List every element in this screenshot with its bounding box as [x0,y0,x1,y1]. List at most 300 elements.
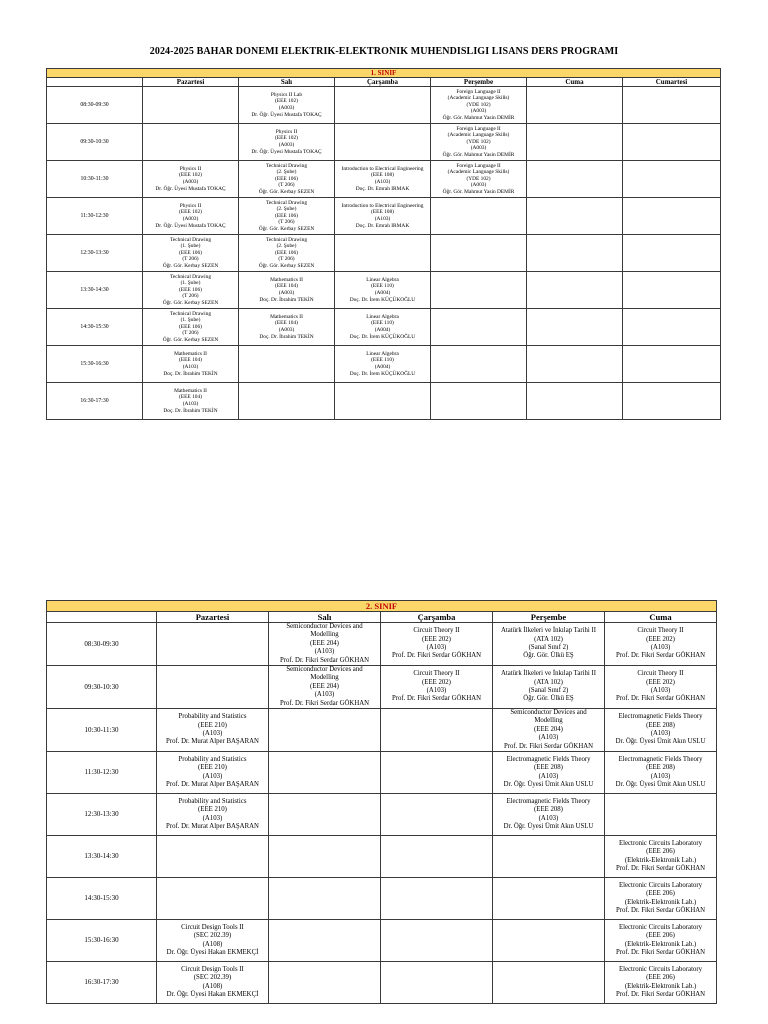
course-cell [431,161,527,198]
course-line: (A103) [650,687,671,695]
day-header: Cumartesi [623,78,721,87]
course-cell [157,709,269,752]
empty-cell [381,962,493,1004]
course-line: Linear Algebra [366,276,399,283]
time-slot: 10:30-11:30 [47,709,157,752]
course-line: (A003) [470,108,487,115]
course-line: Dr. Öğr. Üyesi Mustafa TOKAÇ [155,222,226,229]
course-line: (Academic Language Skills) [447,132,510,139]
time-slot: 11:30-12:30 [47,198,143,235]
course-line: Doç. Dr. İrem KÜÇÜKOĞLU [349,333,416,340]
course-line: (EEE 106) [179,323,202,330]
course-cell [239,161,335,198]
course-line: (EEE 204) [534,725,563,733]
course-cell [381,623,493,666]
course-line: (T 206) [278,256,295,263]
course-line: (EEE 104) [275,283,298,290]
course-line: (SEC 202.39) [193,932,232,940]
course-line: Circuit Theory II [413,670,460,678]
course-cell [605,836,717,878]
empty-cell [623,383,721,420]
course-line: (EEE 102) [275,135,298,142]
course-line: Doç. Dr. İbrahim TEKİN [259,296,314,303]
time-slot-row [47,962,717,1004]
course-cell [239,124,335,161]
day-header: Çarşamba [335,78,431,87]
time-slot: 13:30-14:30 [47,836,157,878]
empty-cell [335,87,431,124]
empty-cell [527,87,623,124]
course-line: Dr. Öğr. Üyesi Ümit Akın USLU [615,738,706,746]
time-slot: 15:30-16:30 [47,346,143,383]
course-cell [157,920,269,962]
course-line: Electronic Circuits Laboratory [618,881,703,889]
time-slot-row [47,87,721,124]
empty-cell [381,836,493,878]
time-slot-row [47,383,721,420]
time-slot: 08:30-09:30 [47,87,143,124]
course-line: Electromagnetic Fields Theory [618,713,703,721]
empty-cell [381,794,493,836]
course-line: (EEE 206) [646,932,675,940]
course-line: Öğr. Gör. Ülkü EŞ [523,652,574,660]
course-cell [143,309,239,346]
course-cell [431,87,527,124]
empty-cell [623,346,721,383]
course-line: (Academic Language Skills) [447,169,510,176]
empty-cell [623,198,721,235]
empty-cell [431,235,527,272]
course-line: (A103) [202,814,223,822]
course-line: Doç. Dr. İbrahim TEKİN [163,407,218,414]
course-cell [605,709,717,752]
day-header: Cuma [605,612,717,623]
course-cell [143,383,239,420]
empty-cell [157,623,269,666]
empty-cell [527,383,623,420]
course-line: (EEE 210) [198,806,227,814]
empty-cell [493,878,605,920]
course-cell [605,623,717,666]
course-line: (EEE 208) [646,764,675,772]
empty-cell [431,198,527,235]
course-line: Prof. Dr. Fikri Serdar GÖKHAN [279,699,370,707]
course-line: Foreign Language II [456,162,501,169]
day-header: Pazartesi [143,78,239,87]
course-line: (EEE 204) [310,639,339,647]
course-line: (A003) [470,145,487,152]
time-slot-row [47,878,717,920]
course-cell [239,198,335,235]
course-line: Technical Drawing [265,199,308,206]
course-line: Dr. Öğr. Üyesi Ümit Akın USLU [503,781,594,788]
course-line: Prof. Dr. Fikri Serdar GÖKHAN [615,949,706,956]
course-line: Physics II [179,165,202,172]
course-line: (Sanal Sınıf 2) [528,687,569,695]
course-line: Öğr. Gör. Kerbay SEZEN [162,262,219,269]
course-line: Probability and Statistics [178,797,247,805]
empty-cell [157,836,269,878]
time-slot-row [47,623,717,666]
empty-cell [623,272,721,309]
time-slot-row [47,836,717,878]
course-line: (A103) [314,648,335,656]
course-line: Prof. Dr. Fikri Serdar GÖKHAN [615,991,706,998]
empty-cell [623,124,721,161]
course-line: (EEE 202) [422,635,451,643]
day-header: Çarşamba [381,612,493,623]
course-cell [269,666,381,709]
course-line: (EEE 202) [422,678,451,686]
empty-cell [157,666,269,709]
course-line: Prof. Dr. Murat Alper BAŞARAN [166,738,259,746]
course-line: Technical Drawing [169,236,212,243]
time-header-cell [47,78,143,87]
course-line: (A103) [538,734,559,742]
course-cell [269,623,381,666]
course-line: Atatürk İlkeleri ve İnkılap Tarihi II [500,627,597,635]
course-line: Doç. Dr. İbrahim TEKİN [163,370,218,377]
empty-cell [431,272,527,309]
course-line: (A003) [278,105,295,111]
course-cell [493,709,605,752]
course-line: Prof. Dr. Fikri Serdar GÖKHAN [615,865,706,872]
course-line: (A103) [202,772,223,780]
empty-cell [239,346,335,383]
course-cell [143,235,239,272]
course-cell [493,752,605,794]
course-line: Prof. Dr. Fikri Serdar GÖKHAN [391,695,482,703]
year-label: 2. SINIF [365,601,398,611]
empty-cell [335,124,431,161]
course-line: (A103) [374,216,391,222]
empty-cell [527,235,623,272]
course-line: Öğr. Gör. Kerbay SEZEN [258,225,315,232]
course-line: (EEE 208) [534,806,563,814]
course-line: Foreign Language II [456,125,501,132]
course-line: Semiconductor Devices and [286,623,363,630]
course-line: (EEE 106) [275,212,298,219]
empty-cell [335,383,431,420]
course-line: (EEE 202) [646,635,675,643]
course-line: (EEE 208) [534,764,563,772]
course-line: (A103) [650,772,671,780]
course-line: Modelling [310,631,339,639]
course-line: Öğr. Gör. Kerbay SEZEN [162,299,219,306]
empty-cell [269,794,381,836]
course-line: (EEE 102) [179,172,202,179]
course-line: (A003) [278,142,295,148]
course-line: (EEE 106) [275,175,298,182]
course-line: Introduction to Electrical Engineering [341,202,424,209]
document-title: 2024-2025 BAHAR DONEMI ELEKTRIK-ELEKTRONIK MUHENDISLIGI LISANS DERS PROGRAMI [149,46,619,57]
course-line: (Elektrik-Elektronik Lab.) [624,982,697,990]
day-header: Cuma [527,78,623,87]
course-line: (EEE 210) [198,764,227,772]
course-cell [605,920,717,962]
course-cell [493,623,605,666]
course-line: Physics II Lab [270,91,303,98]
course-line: (A003) [278,327,295,333]
course-cell [605,878,717,920]
time-slot-row [47,346,721,383]
course-line: (A003) [182,216,199,222]
time-slot: 12:30-13:30 [47,794,157,836]
time-slot: 14:30-15:30 [47,878,157,920]
empty-cell [381,878,493,920]
course-line: Modelling [534,717,563,725]
course-line: (EEE 206) [646,848,675,856]
day-header-row [47,78,721,87]
course-line: (YDE 102) [466,175,491,182]
year-label-cell [47,69,721,78]
course-line: Dr. Öğr. Üyesi Ümit Akın USLU [503,823,594,830]
course-line: Öğr. Gör. Mahmut Yasin DEMİR [442,188,515,195]
time-header-cell [47,612,157,623]
course-line: Prof. Dr. Fikri Serdar GÖKHAN [615,907,706,914]
course-cell [143,198,239,235]
course-line: Dr. Öğr. Üyesi Ümit Akın USLU [615,781,706,788]
course-line: Doç. Dr. İrem KÜÇÜKOĞLU [349,296,416,303]
day-header: Salı [269,612,381,623]
course-line: Prof. Dr. Fikri Serdar GÖKHAN [615,652,706,660]
empty-cell [527,161,623,198]
course-line: (EEE 202) [646,678,675,686]
course-line: (EEE 210) [198,721,227,729]
empty-cell [493,836,605,878]
course-line: (1. Şube) [180,243,201,250]
empty-cell [335,235,431,272]
course-line: Technical Drawing [169,273,212,280]
course-line: (A103) [182,401,199,407]
course-line: Electromagnetic Fields Theory [506,797,591,805]
empty-cell [269,878,381,920]
time-slot: 15:30-16:30 [47,920,157,962]
empty-cell [269,920,381,962]
time-slot: 09:30-10:30 [47,124,143,161]
empty-cell [157,878,269,920]
course-line: Electronic Circuits Laboratory [618,839,703,847]
course-line: (EEE 106) [179,286,202,293]
course-line: Mathematics II [270,276,303,283]
course-line: Linear Algebra [366,350,399,357]
course-line: Dr. Öğr. Üyesi Mustafa TOKAÇ [155,185,226,192]
course-line: Semiconductor Devices and [510,709,587,717]
course-cell [157,962,269,1004]
course-line: (EEE 206) [646,974,675,982]
course-cell [143,346,239,383]
course-line: (EEE 110) [371,357,394,364]
course-line: Doç. Dr. Emrah IRMAK [355,185,410,192]
empty-cell [527,198,623,235]
course-line: (A003) [182,179,199,185]
empty-cell [527,124,623,161]
course-line: (SEC 202.39) [193,974,232,982]
empty-cell [143,124,239,161]
course-cell [431,124,527,161]
course-line: Linear Algebra [366,313,399,320]
course-line: Technical Drawing [265,236,308,243]
course-line: Öğr. Gör. Ülkü EŞ [523,695,574,703]
course-cell [493,666,605,709]
empty-cell [623,87,721,124]
course-line: Circuit Theory II [413,627,460,635]
time-slot-row [47,709,717,752]
empty-cell [527,272,623,309]
course-line: Prof. Dr. Murat Alper BAŞARAN [166,781,259,788]
time-slot: 16:30-17:30 [47,383,143,420]
course-line: Öğr. Gör. Mahmut Yasin DEMİR [442,114,515,121]
course-cell [605,666,717,709]
course-line: (EEE 208) [646,721,675,729]
course-line: (A003) [278,290,295,296]
course-line: Mathematics II [174,350,207,357]
empty-cell [623,309,721,346]
course-line: Prof. Dr. Fikri Serdar GÖKHAN [279,656,370,664]
course-line: Prof. Dr. Fikri Serdar GÖKHAN [503,742,594,750]
course-line: (A103) [538,814,559,822]
course-line: Electronic Circuits Laboratory [618,965,703,973]
course-line: (A003) [470,182,487,189]
empty-cell [527,309,623,346]
course-line: (A108) [202,982,223,990]
year1-schedule-table [46,68,721,420]
time-slot-row [47,161,721,198]
course-cell [335,272,431,309]
time-slot-row [47,920,717,962]
year-label-row [47,69,721,78]
empty-cell [239,383,335,420]
course-line: Electromagnetic Fields Theory [506,755,591,763]
course-line: (Sanal Sınıf 2) [528,644,569,652]
course-line: (A103) [202,730,223,738]
course-line: Doç. Dr. İbrahim TEKİN [259,333,314,340]
time-slot: 12:30-13:30 [47,235,143,272]
year-label-cell [47,601,717,612]
course-line: Prof. Dr. Fikri Serdar GÖKHAN [615,695,706,703]
course-line: Prof. Dr. Fikri Serdar GÖKHAN [391,652,482,660]
course-cell [143,272,239,309]
time-slot-row [47,272,721,309]
course-line: Physics II [275,128,298,135]
course-cell [239,309,335,346]
course-line: Introduction to Electrical Engineering [341,165,424,172]
course-cell [157,794,269,836]
day-header: Perşembe [493,612,605,623]
time-slot-row [47,794,717,836]
empty-cell [381,752,493,794]
empty-cell [623,235,721,272]
course-line: Doç. Dr. Emrah IRMAK [355,222,410,229]
time-slot: 11:30-12:30 [47,752,157,794]
empty-cell [493,920,605,962]
time-slot: 08:30-09:30 [47,623,157,666]
course-line: (Elektrik-Elektronik Lab.) [624,856,697,864]
day-header: Salı [239,78,335,87]
course-line: (EEE 104) [179,394,202,401]
course-line: (2. Şube) [276,169,297,176]
day-header-row [47,612,717,623]
course-cell [335,346,431,383]
time-slot-row [47,752,717,794]
course-line: (A004) [374,290,391,296]
course-line: (A004) [374,327,391,333]
course-line: Circuit Design Tools II [181,923,244,931]
course-line: (A103) [650,730,671,738]
course-line: (A103) [314,691,335,699]
course-line: (A103) [374,179,391,185]
course-line: (EEE 110) [371,320,394,327]
course-line: Semiconductor Devices and [286,666,363,674]
course-cell [335,161,431,198]
course-cell [157,752,269,794]
course-line: Öğr. Gör. Kerbay SEZEN [162,336,219,343]
course-cell [335,198,431,235]
course-line: Probability and Statistics [178,755,247,763]
course-line: (A108) [202,940,223,948]
empty-cell [381,709,493,752]
time-slot-row [47,309,721,346]
time-slot: 14:30-15:30 [47,309,143,346]
course-line: (YDE 102) [466,138,491,145]
course-line: (2. Şube) [276,243,297,250]
time-slot: 16:30-17:30 [47,962,157,1004]
empty-cell [381,920,493,962]
course-line: (T 206) [182,293,199,300]
course-line: (Elektrik-Elektronik Lab.) [624,898,697,906]
course-line: (A103) [426,644,447,652]
course-line: Foreign Language II [456,88,501,95]
course-line: (EEE 102) [179,209,202,216]
time-slot-row [47,124,721,161]
course-cell [239,87,335,124]
course-cell [493,794,605,836]
course-cell [381,666,493,709]
empty-cell [269,836,381,878]
course-line: (Elektrik-Elektronik Lab.) [624,940,697,948]
year-label-row [47,601,717,612]
empty-cell [623,161,721,198]
empty-cell [431,346,527,383]
course-line: Circuit Theory II [637,627,684,635]
course-line: Probability and Statistics [178,713,247,721]
course-line: (Academic Language Skills) [447,95,510,102]
course-line: Modelling [310,674,339,682]
course-cell [239,235,335,272]
course-line: (A103) [182,364,199,370]
course-line: Dr. Öğr. Üyesi Mustafa TOKAÇ [251,148,322,155]
time-slot: 10:30-11:30 [47,161,143,198]
course-line: Doç. Dr. İrem KÜÇÜKOĞLU [349,370,416,377]
course-line: (1. Şube) [180,280,201,287]
time-slot-row [47,666,717,709]
course-line: Circuit Design Tools II [181,965,244,973]
year2-schedule-table [46,600,717,1004]
course-line: (YDE 102) [466,101,491,108]
time-slot-row [47,198,721,235]
course-line: Atatürk İlkeleri ve İnkılap Tarihi II [500,670,597,678]
course-line: Öğr. Gör. Kerbay SEZEN [258,188,315,195]
course-cell [605,752,717,794]
course-line: (EEE 204) [310,682,339,690]
empty-cell [269,962,381,1004]
day-header: Pazartesi [157,612,269,623]
course-line: Electromagnetic Fields Theory [618,755,703,763]
course-line: Physics II [179,202,202,209]
course-line: Electronic Circuits Laboratory [618,923,703,931]
time-slot: 13:30-14:30 [47,272,143,309]
course-line: (EEE 110) [371,283,394,290]
